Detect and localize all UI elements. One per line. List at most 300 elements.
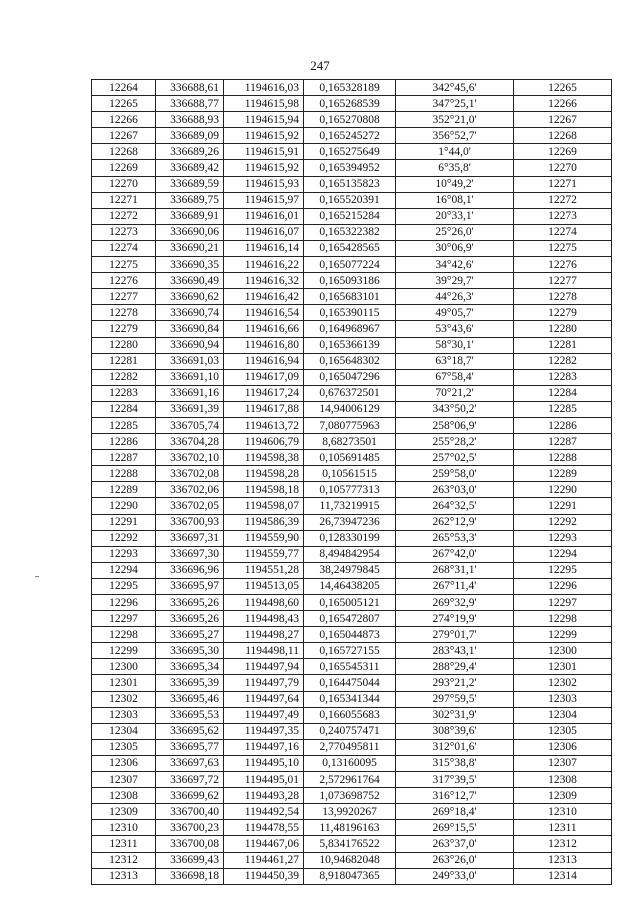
x-coordinate-cell: 336695,62 <box>156 723 224 739</box>
distance-cell: 0,165275649 <box>304 144 396 160</box>
distance-cell: 26,73947236 <box>304 514 396 530</box>
distance-cell: 0,165394952 <box>304 160 396 176</box>
x-coordinate-cell: 336690,84 <box>156 321 224 337</box>
next-point-cell: 12282 <box>514 353 612 369</box>
point-id-cell: 12313 <box>92 868 156 884</box>
table-row <box>92 739 612 755</box>
coordinates-table <box>91 79 612 885</box>
next-point-cell: 12314 <box>514 868 612 884</box>
point-id-cell: 12311 <box>92 836 156 852</box>
next-point-cell: 12298 <box>514 611 612 627</box>
bearing-cell: 263°03,0' <box>396 482 514 498</box>
bearing-cell: 343°50,2' <box>396 401 514 417</box>
distance-cell: 0,676372501 <box>304 385 396 401</box>
next-point-cell: 12268 <box>514 128 612 144</box>
table-row <box>92 466 612 482</box>
x-coordinate-cell: 336690,49 <box>156 273 224 289</box>
distance-cell: 0,165044873 <box>304 627 396 643</box>
y-coordinate-cell: 1194497,64 <box>224 691 304 707</box>
point-id-cell: 12287 <box>92 450 156 466</box>
y-coordinate-cell: 1194492,54 <box>224 804 304 820</box>
distance-cell: 11,48196163 <box>304 820 396 836</box>
table-row <box>92 852 612 868</box>
bearing-cell: 297°59,5' <box>396 691 514 707</box>
x-coordinate-cell: 336688,77 <box>156 96 224 112</box>
table-row <box>92 321 612 337</box>
x-coordinate-cell: 336695,26 <box>156 611 224 627</box>
x-coordinate-cell: 336695,53 <box>156 707 224 723</box>
point-id-cell: 12274 <box>92 240 156 256</box>
distance-cell: 0,165270808 <box>304 112 396 128</box>
bearing-cell: 302°31,9' <box>396 707 514 723</box>
x-coordinate-cell: 336704,28 <box>156 434 224 450</box>
table-row <box>92 80 612 96</box>
distance-cell: 0,164968967 <box>304 321 396 337</box>
table-row <box>92 498 612 514</box>
next-point-cell: 12265 <box>514 80 612 96</box>
x-coordinate-cell: 336705,74 <box>156 417 224 433</box>
distance-cell: 0,165047296 <box>304 369 396 385</box>
distance-cell: 0,165472807 <box>304 611 396 627</box>
bearing-cell: 44°26,3' <box>396 289 514 305</box>
table-row <box>92 723 612 739</box>
bearing-cell: 259°58,0' <box>396 466 514 482</box>
x-coordinate-cell: 336688,61 <box>156 80 224 96</box>
table-row <box>92 546 612 562</box>
y-coordinate-cell: 1194586,39 <box>224 514 304 530</box>
next-point-cell: 12304 <box>514 707 612 723</box>
x-coordinate-cell: 336695,34 <box>156 659 224 675</box>
bearing-cell: 53°43,6' <box>396 321 514 337</box>
distance-cell: 14,46438205 <box>304 578 396 594</box>
bearing-cell: 263°26,0' <box>396 852 514 868</box>
table-row <box>92 128 612 144</box>
next-point-cell: 12300 <box>514 643 612 659</box>
y-coordinate-cell: 1194616,14 <box>224 240 304 256</box>
distance-cell: 8,494842954 <box>304 546 396 562</box>
point-id-cell: 12272 <box>92 208 156 224</box>
y-coordinate-cell: 1194551,28 <box>224 562 304 578</box>
bearing-cell: 39°29,7' <box>396 273 514 289</box>
table-row <box>92 530 612 546</box>
point-id-cell: 12290 <box>92 498 156 514</box>
distance-cell: 0,165268539 <box>304 96 396 112</box>
point-id-cell: 12300 <box>92 659 156 675</box>
bearing-cell: 274°19,9' <box>396 611 514 627</box>
x-coordinate-cell: 336696,96 <box>156 562 224 578</box>
table-row <box>92 595 612 611</box>
point-id-cell: 12301 <box>92 675 156 691</box>
point-id-cell: 12266 <box>92 112 156 128</box>
x-coordinate-cell: 336702,10 <box>156 450 224 466</box>
table-row <box>92 240 612 256</box>
table-row <box>92 707 612 723</box>
y-coordinate-cell: 1194616,66 <box>224 321 304 337</box>
next-point-cell: 12302 <box>514 675 612 691</box>
y-coordinate-cell: 1194613,72 <box>224 417 304 433</box>
table-row <box>92 337 612 353</box>
next-point-cell: 12267 <box>514 112 612 128</box>
y-coordinate-cell: 1194615,93 <box>224 176 304 192</box>
bearing-cell: 269°15,5' <box>396 820 514 836</box>
bearing-cell: 255°28,2' <box>396 434 514 450</box>
y-coordinate-cell: 1194615,97 <box>224 192 304 208</box>
bearing-cell: 262°12,9' <box>396 514 514 530</box>
next-point-cell: 12309 <box>514 788 612 804</box>
distance-cell: 5,834176522 <box>304 836 396 852</box>
x-coordinate-cell: 336690,74 <box>156 305 224 321</box>
bearing-cell: 25°26,0' <box>396 224 514 240</box>
distance-cell: 0,165683101 <box>304 289 396 305</box>
bearing-cell: 6°35,8' <box>396 160 514 176</box>
point-id-cell: 12280 <box>92 337 156 353</box>
point-id-cell: 12276 <box>92 273 156 289</box>
next-point-cell: 12285 <box>514 401 612 417</box>
bearing-cell: 267°42,0' <box>396 546 514 562</box>
x-coordinate-cell: 336700,23 <box>156 820 224 836</box>
distance-cell: 0,166055683 <box>304 707 396 723</box>
next-point-cell: 12312 <box>514 836 612 852</box>
distance-cell: 0,105691485 <box>304 450 396 466</box>
table-row <box>92 772 612 788</box>
point-id-cell: 12292 <box>92 530 156 546</box>
x-coordinate-cell: 336695,26 <box>156 595 224 611</box>
point-id-cell: 12304 <box>92 723 156 739</box>
distance-cell: 14,94006129 <box>304 401 396 417</box>
table-row <box>92 144 612 160</box>
point-id-cell: 12307 <box>92 772 156 788</box>
y-coordinate-cell: 1194495,01 <box>224 772 304 788</box>
bearing-cell: 283°43,1' <box>396 643 514 659</box>
bearing-cell: 263°37,0' <box>396 836 514 852</box>
next-point-cell: 12297 <box>514 595 612 611</box>
y-coordinate-cell: 1194498,27 <box>224 627 304 643</box>
distance-cell: 0,13160095 <box>304 755 396 771</box>
y-coordinate-cell: 1194513,05 <box>224 578 304 594</box>
y-coordinate-cell: 1194598,18 <box>224 482 304 498</box>
y-coordinate-cell: 1194616,22 <box>224 257 304 273</box>
table-row <box>92 755 612 771</box>
bearing-cell: 10°49,2' <box>396 176 514 192</box>
bearing-cell: 1°44,0' <box>396 144 514 160</box>
y-coordinate-cell: 1194616,94 <box>224 353 304 369</box>
bearing-cell: 258°06,9' <box>396 417 514 433</box>
point-id-cell: 12294 <box>92 562 156 578</box>
next-point-cell: 12292 <box>514 514 612 530</box>
point-id-cell: 12284 <box>92 401 156 417</box>
x-coordinate-cell: 336691,03 <box>156 353 224 369</box>
y-coordinate-cell: 1194615,98 <box>224 96 304 112</box>
bearing-cell: 269°32,9' <box>396 595 514 611</box>
x-coordinate-cell: 336695,39 <box>156 675 224 691</box>
point-id-cell: 12283 <box>92 385 156 401</box>
table-row <box>92 836 612 852</box>
next-point-cell: 12313 <box>514 852 612 868</box>
table-body <box>92 80 612 885</box>
point-id-cell: 12270 <box>92 176 156 192</box>
x-coordinate-cell: 336695,77 <box>156 739 224 755</box>
bearing-cell: 293°21,2' <box>396 675 514 691</box>
y-coordinate-cell: 1194606,79 <box>224 434 304 450</box>
next-point-cell: 12306 <box>514 739 612 755</box>
y-coordinate-cell: 1194495,10 <box>224 755 304 771</box>
distance-cell: 0,165328189 <box>304 80 396 96</box>
next-point-cell: 12266 <box>514 96 612 112</box>
distance-cell: 0,165093186 <box>304 273 396 289</box>
y-coordinate-cell: 1194616,03 <box>224 80 304 96</box>
distance-cell: 0,165545311 <box>304 659 396 675</box>
table-row <box>92 257 612 273</box>
x-coordinate-cell: 336700,93 <box>156 514 224 530</box>
next-point-cell: 12307 <box>514 755 612 771</box>
point-id-cell: 12305 <box>92 739 156 755</box>
table-row <box>92 417 612 433</box>
next-point-cell: 12311 <box>514 820 612 836</box>
table-row <box>92 401 612 417</box>
table-row <box>92 578 612 594</box>
next-point-cell: 12280 <box>514 321 612 337</box>
distance-cell: 38,24979845 <box>304 562 396 578</box>
y-coordinate-cell: 1194497,35 <box>224 723 304 739</box>
next-point-cell: 12287 <box>514 434 612 450</box>
next-point-cell: 12303 <box>514 691 612 707</box>
bearing-cell: 58°30,1' <box>396 337 514 353</box>
y-coordinate-cell: 1194450,39 <box>224 868 304 884</box>
y-coordinate-cell: 1194559,90 <box>224 530 304 546</box>
next-point-cell: 12277 <box>514 273 612 289</box>
distance-cell: 0,128330199 <box>304 530 396 546</box>
table-row <box>92 482 612 498</box>
table-row <box>92 192 612 208</box>
next-point-cell: 12299 <box>514 627 612 643</box>
point-id-cell: 12298 <box>92 627 156 643</box>
distance-cell: 1,073698752 <box>304 788 396 804</box>
bearing-cell: 308°39,6' <box>396 723 514 739</box>
bearing-cell: 264°32,5' <box>396 498 514 514</box>
bearing-cell: 249°33,0' <box>396 868 514 884</box>
distance-cell: 0,165366139 <box>304 337 396 353</box>
bearing-cell: 265°53,3' <box>396 530 514 546</box>
next-point-cell: 12296 <box>514 578 612 594</box>
point-id-cell: 12286 <box>92 434 156 450</box>
next-point-cell: 12308 <box>514 772 612 788</box>
y-coordinate-cell: 1194478,55 <box>224 820 304 836</box>
y-coordinate-cell: 1194617,88 <box>224 401 304 417</box>
point-id-cell: 12312 <box>92 852 156 868</box>
bearing-cell: 342°45,6' <box>396 80 514 96</box>
bearing-cell: 20°33,1' <box>396 208 514 224</box>
y-coordinate-cell: 1194617,09 <box>224 369 304 385</box>
next-point-cell: 12276 <box>514 257 612 273</box>
point-id-cell: 12278 <box>92 305 156 321</box>
distance-cell: 2,572961764 <box>304 772 396 788</box>
distance-cell: 8,68273501 <box>304 434 396 450</box>
next-point-cell: 12273 <box>514 208 612 224</box>
next-point-cell: 12279 <box>514 305 612 321</box>
bearing-cell: 257°02,5' <box>396 450 514 466</box>
point-id-cell: 12296 <box>92 595 156 611</box>
point-id-cell: 12310 <box>92 820 156 836</box>
bearing-cell: 63°18,7' <box>396 353 514 369</box>
distance-cell: 0,165341344 <box>304 691 396 707</box>
x-coordinate-cell: 336695,46 <box>156 691 224 707</box>
bearing-cell: 70°21,2' <box>396 385 514 401</box>
table-row <box>92 224 612 240</box>
distance-cell: 7,080775963 <box>304 417 396 433</box>
bearing-cell: 30°06,9' <box>396 240 514 256</box>
distance-cell: 10,94682048 <box>304 852 396 868</box>
y-coordinate-cell: 1194616,01 <box>224 208 304 224</box>
table-row <box>92 562 612 578</box>
point-id-cell: 12297 <box>92 611 156 627</box>
x-coordinate-cell: 336699,43 <box>156 852 224 868</box>
x-coordinate-cell: 336700,40 <box>156 804 224 820</box>
table-row <box>92 289 612 305</box>
next-point-cell: 12289 <box>514 466 612 482</box>
point-id-cell: 12275 <box>92 257 156 273</box>
table-row <box>92 627 612 643</box>
bearing-cell: 312°01,6' <box>396 739 514 755</box>
point-id-cell: 12282 <box>92 369 156 385</box>
y-coordinate-cell: 1194615,92 <box>224 160 304 176</box>
distance-cell: 13,9920267 <box>304 804 396 820</box>
y-coordinate-cell: 1194617,24 <box>224 385 304 401</box>
point-id-cell: 12273 <box>92 224 156 240</box>
table-row <box>92 643 612 659</box>
distance-cell: 0,105777313 <box>304 482 396 498</box>
x-coordinate-cell: 336691,39 <box>156 401 224 417</box>
table-row <box>92 820 612 836</box>
y-coordinate-cell: 1194616,54 <box>224 305 304 321</box>
bearing-cell: 279°01,7' <box>396 627 514 643</box>
x-coordinate-cell: 336697,31 <box>156 530 224 546</box>
table-row <box>92 385 612 401</box>
y-coordinate-cell: 1194616,42 <box>224 289 304 305</box>
distance-cell: 0,165215284 <box>304 208 396 224</box>
y-coordinate-cell: 1194461,27 <box>224 852 304 868</box>
y-coordinate-cell: 1194497,79 <box>224 675 304 691</box>
bearing-cell: 288°29,4' <box>396 659 514 675</box>
point-id-cell: 12293 <box>92 546 156 562</box>
margin-mark <box>35 576 39 577</box>
bearing-cell: 269°18,4' <box>396 804 514 820</box>
x-coordinate-cell: 336702,05 <box>156 498 224 514</box>
distance-cell: 0,165077224 <box>304 257 396 273</box>
next-point-cell: 12301 <box>514 659 612 675</box>
next-point-cell: 12293 <box>514 530 612 546</box>
next-point-cell: 12290 <box>514 482 612 498</box>
distance-cell: 11,73219915 <box>304 498 396 514</box>
distance-cell: 0,240757471 <box>304 723 396 739</box>
y-coordinate-cell: 1194615,94 <box>224 112 304 128</box>
x-coordinate-cell: 336697,30 <box>156 546 224 562</box>
next-point-cell: 12270 <box>514 160 612 176</box>
point-id-cell: 12285 <box>92 417 156 433</box>
x-coordinate-cell: 336699,62 <box>156 788 224 804</box>
next-point-cell: 12271 <box>514 176 612 192</box>
point-id-cell: 12302 <box>92 691 156 707</box>
table-row <box>92 305 612 321</box>
distance-cell: 0,165390115 <box>304 305 396 321</box>
distance-cell: 0,165005121 <box>304 595 396 611</box>
y-coordinate-cell: 1194497,49 <box>224 707 304 723</box>
table-row <box>92 450 612 466</box>
distance-cell: 0,165245272 <box>304 128 396 144</box>
next-point-cell: 12295 <box>514 562 612 578</box>
x-coordinate-cell: 336689,75 <box>156 192 224 208</box>
point-id-cell: 12269 <box>92 160 156 176</box>
point-id-cell: 12309 <box>92 804 156 820</box>
x-coordinate-cell: 336700,08 <box>156 836 224 852</box>
y-coordinate-cell: 1194616,80 <box>224 337 304 353</box>
point-id-cell: 12299 <box>92 643 156 659</box>
y-coordinate-cell: 1194615,92 <box>224 128 304 144</box>
bearing-cell: 352°21,0' <box>396 112 514 128</box>
x-coordinate-cell: 336689,26 <box>156 144 224 160</box>
x-coordinate-cell: 336691,10 <box>156 369 224 385</box>
next-point-cell: 12286 <box>514 417 612 433</box>
y-coordinate-cell: 1194497,16 <box>224 739 304 755</box>
table-row <box>92 434 612 450</box>
y-coordinate-cell: 1194498,60 <box>224 595 304 611</box>
point-id-cell: 12281 <box>92 353 156 369</box>
bearing-cell: 267°11,4' <box>396 578 514 594</box>
y-coordinate-cell: 1194598,28 <box>224 466 304 482</box>
bearing-cell: 347°25,1' <box>396 96 514 112</box>
distance-cell: 0,164475044 <box>304 675 396 691</box>
table-row <box>92 804 612 820</box>
next-point-cell: 12274 <box>514 224 612 240</box>
next-point-cell: 12291 <box>514 498 612 514</box>
point-id-cell: 12268 <box>92 144 156 160</box>
page-number: 247 <box>310 58 330 73</box>
x-coordinate-cell: 336689,09 <box>156 128 224 144</box>
table-row <box>92 514 612 530</box>
point-id-cell: 12279 <box>92 321 156 337</box>
x-coordinate-cell: 336689,59 <box>156 176 224 192</box>
x-coordinate-cell: 336690,94 <box>156 337 224 353</box>
x-coordinate-cell: 336697,63 <box>156 755 224 771</box>
bearing-cell: 356°52,7' <box>396 128 514 144</box>
next-point-cell: 12294 <box>514 546 612 562</box>
next-point-cell: 12275 <box>514 240 612 256</box>
table-row <box>92 160 612 176</box>
table-row <box>92 273 612 289</box>
point-id-cell: 12267 <box>92 128 156 144</box>
next-point-cell: 12278 <box>514 289 612 305</box>
next-point-cell: 12269 <box>514 144 612 160</box>
x-coordinate-cell: 336690,35 <box>156 257 224 273</box>
x-coordinate-cell: 336689,91 <box>156 208 224 224</box>
x-coordinate-cell: 336695,27 <box>156 627 224 643</box>
distance-cell: 0,165727155 <box>304 643 396 659</box>
point-id-cell: 12264 <box>92 80 156 96</box>
point-id-cell: 12288 <box>92 466 156 482</box>
bearing-cell: 34°42,6' <box>396 257 514 273</box>
x-coordinate-cell: 336702,08 <box>156 466 224 482</box>
table-row <box>92 788 612 804</box>
table-row <box>92 659 612 675</box>
point-id-cell: 12289 <box>92 482 156 498</box>
y-coordinate-cell: 1194598,07 <box>224 498 304 514</box>
next-point-cell: 12288 <box>514 450 612 466</box>
next-point-cell: 12284 <box>514 385 612 401</box>
y-coordinate-cell: 1194493,28 <box>224 788 304 804</box>
x-coordinate-cell: 336702,06 <box>156 482 224 498</box>
bearing-cell: 67°58,4' <box>396 369 514 385</box>
x-coordinate-cell: 336690,62 <box>156 289 224 305</box>
next-point-cell: 12272 <box>514 192 612 208</box>
